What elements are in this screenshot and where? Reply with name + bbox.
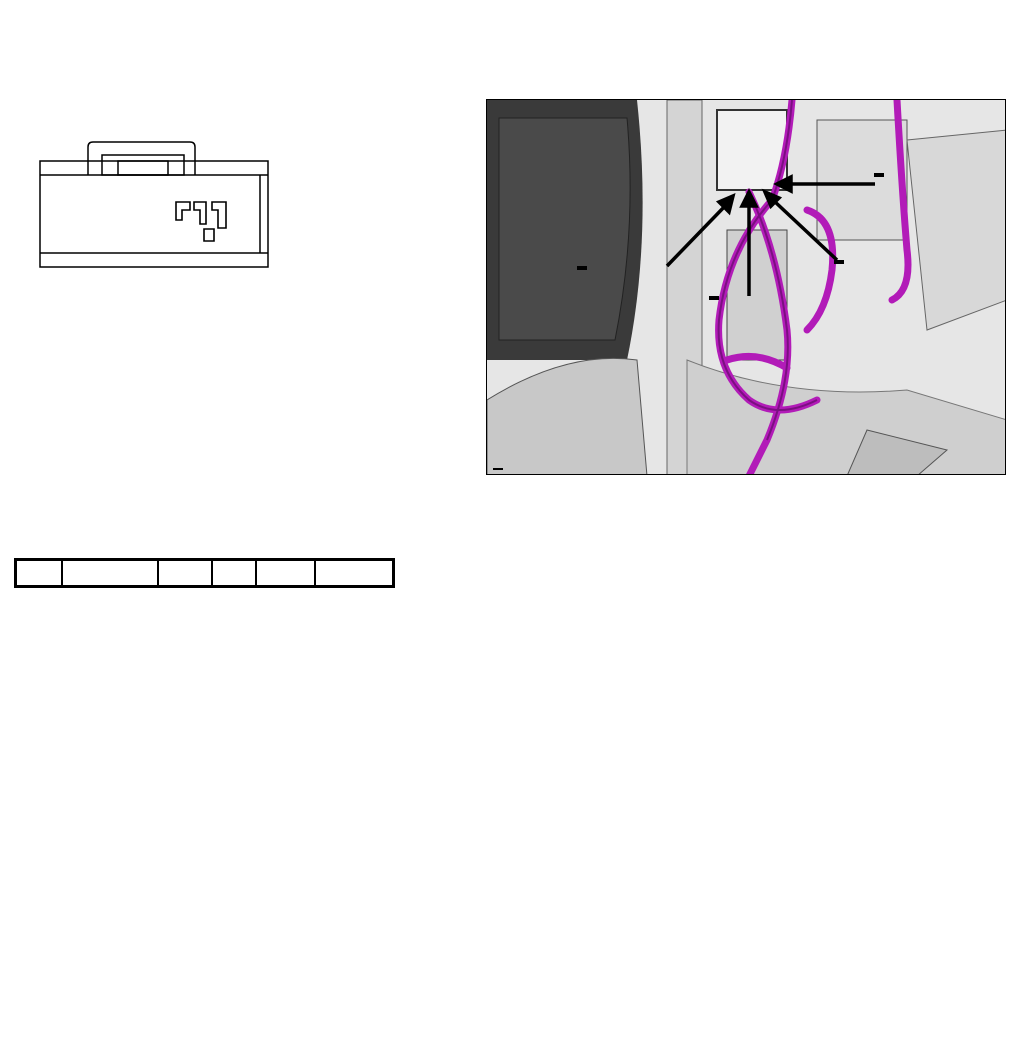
callout-c0867l xyxy=(577,266,587,270)
callout-c2321l xyxy=(874,173,884,177)
wire-chart-header-row xyxy=(16,560,394,587)
header-destn xyxy=(315,560,394,587)
header-col xyxy=(212,560,256,587)
header-terminal xyxy=(62,560,158,587)
callout-c2030l xyxy=(834,260,844,264)
wire-chart-table xyxy=(14,558,395,588)
callout-c2320l xyxy=(709,296,719,300)
connector-face-diagram xyxy=(14,135,274,305)
header-cav xyxy=(16,560,63,587)
header-csa xyxy=(158,560,212,587)
vehicle-interior-illustration xyxy=(487,100,1006,475)
header-cct xyxy=(256,560,315,587)
photo-id-label xyxy=(493,468,503,470)
location-photo xyxy=(486,99,1006,475)
